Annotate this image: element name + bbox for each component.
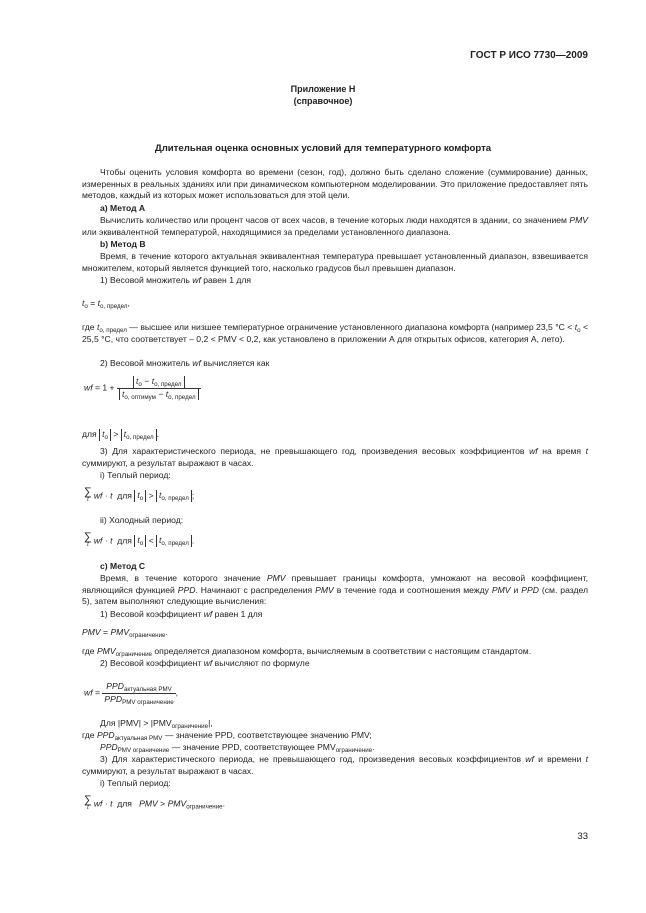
method-b-text: Время, в течение которого актуальная эквивалентная температура превышает установленный диапазон, взвешивается множителем, который является функцией того, насколько градусов был превышен диапазон.: [82, 251, 588, 273]
method-c-item1: 1) Весовой коэффициент wf равен 1 для: [100, 609, 263, 619]
formula-condition: для $t_о > t_{о, предел}$ .: [82, 429, 159, 441]
appendix-title: Приложение Н: [290, 84, 356, 94]
method-b-title: b) Метод В: [100, 239, 146, 249]
formula-to-equals-limit: $t_о = t_{о, предел}$,: [82, 298, 130, 310]
page-number: 33: [577, 831, 588, 842]
method-b-item3: 3) Для характеристического периода, не превышающего год, произведения весовых коэффициентов wf на время t суммируют, а результат выражают в часах.: [82, 446, 589, 468]
section-title: Длительная оценка основных условий для температурного комфорта: [154, 143, 492, 154]
formula-pmv-equals-limit: PMV = $PMV_{ограничение}$.: [82, 627, 168, 639]
intro-paragraph: Чтобы оценить условия комфорта во времени (сезон, год), должно быть сделано сложение (суммирование) данных, измеренных в реальных зданиях или при динамическом компьютерном моделировании. Это приложение предоставляет пять методов, каждый из которых может использоваться для этой цели.: [82, 167, 588, 200]
formula-c-warm-sum: ∑ t wf · t для PMV > $PMV_{ограничение}$.: [84, 794, 226, 811]
method-b-cold-period: ii) Холодный период:: [100, 515, 184, 525]
standard-header: ГОСТ Р ИСО 7730—2009: [470, 50, 588, 61]
formula-cold-sum: ∑ t wf · t для $t_о < t_{о, предел}$ .: [84, 531, 195, 548]
formula-wf-fraction: wf = 1 + $\frac{t_о - t_{о, предел}}{t_{о, оптимум} - t_{о, предел}}$: [84, 376, 201, 400]
method-c-condition: Для $|PMV| > |PMV_{ограничение}|$,: [100, 718, 213, 730]
method-c-item3: 3) Для характеристического периода, не превышающего год, произведения весовых коэффициентов wf и времени t суммируют, а результат выражают в часах.: [82, 754, 589, 776]
method-a-title: а) Метод А: [100, 203, 146, 213]
method-c-item2: 2) Весовой коэффициент wf вычисляют по формуле: [100, 658, 310, 668]
formula-warm-sum: ∑ t wf · t для $t_о > t_{о, предел}$ ;: [84, 486, 195, 503]
appendix-subtitle: (справочное): [293, 96, 353, 106]
formula-ppd-fraction: wf = $\frac{PPD_{актуальная PMV}}{PPD_{PMV ограничение}}$ ,: [84, 681, 179, 706]
method-b-item2: 2) Весовой множитель wf вычисляется как: [100, 358, 270, 368]
method-b-item1: 1) Весовой множитель wf равен 1 для: [100, 275, 252, 285]
method-b-where: где $t_{о, предел}$ — высшее или низшее температурное ограничение установленного диапазона комфорта (например 23,5 $^\circ С < t_о < 25,5$ °С, что соответствует – 0,2 < PMV < 0,2, как установлено в приложении А для открытых офисов, категория А, лето).: [82, 322, 589, 344]
method-c-where-2: где $PPD_{актуальная PMV}$ — значение PPD, соответствующее значению PMV;: [82, 730, 372, 742]
method-b-warm-period: i) Теплый период:: [100, 470, 171, 480]
method-c-text: Время, в течение которого значение PMV превышает границы комфорта, умножают на весовой коэффициент, являющийся функцией PPD. Начинают с распределения PMV в течение года и соотношения между PMV и PPD (см. раздел 5), затем выполняют следующие вычисления:: [82, 573, 589, 606]
method-c-where-1: где $PMV_{ограничение}$ определяется диапазоном комфорта, вычисляемым в соответствии с настоящим стандартом.: [82, 646, 532, 658]
method-c-warm-period: i) Теплый период:: [100, 778, 171, 788]
method-a-text: Вычислить количество или процент часов от всех часов, в течение которых люди находятся в здании, со значением PMV или эквивалентной температурой, находящимися за пределами установленного диапазона.: [82, 215, 589, 237]
method-c-where-3: $PPD_{PMV ограничение}$ — значение PPD, соответствующее $PMV_{ограничение}$.: [100, 742, 375, 754]
method-c-title: с) Метод С: [100, 561, 146, 571]
